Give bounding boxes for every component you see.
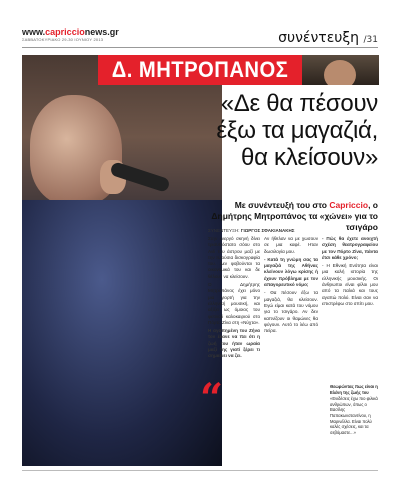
byline: ΣΥΝΕΝΤΕΥΞΗ: ΓΙΩΡΓΟΣ ΣΦΑΚΙΑΝΑΚΗΣ — [208, 228, 295, 233]
page-number: /31 — [363, 35, 378, 45]
dateline: ΣΑΒΒΑΤΟΚΥΡΙΑΚΟ 29-30 ΙΟΥΝΙΟΥ 2013 — [22, 37, 104, 42]
singer-shirt — [22, 200, 222, 466]
pull-quote: Η Πέγκυ Ζήνα μου θυμίζει τα νιάτα μου. Έχει μαγικά και τσαμπουκά που μου αρέσει πάρα πολύ. Χαίρομαι σαν να είναι κόρη μου... — [226, 384, 331, 430]
quote-mark-icon: “ — [200, 375, 224, 422]
side-box — [330, 384, 380, 435]
side-box-title: Θεωρώντας πως είναι η Ελένη της ζωής του — [330, 384, 378, 395]
side-box-text: «Ενιδέσεις έχω πιο φιλικά ανθρώπων, όπως ο Βασίλης Παπακωνσταντίνου, η Μαρινέλλα. Είναι πολύ καλές σχέσεις, και τα σεβόμαστε...» — [330, 396, 378, 435]
section-header — [278, 30, 378, 46]
subhead-brand: Capriccio — [329, 200, 369, 210]
brand-name: capriccio — [45, 27, 85, 37]
article-column-3: - Πώς θα έχετε ανοιχτή σχέση θεατρογραφείου με τον Πόρτο Ζίνα, πάντα έτσι κάθε χρόνο; - Η Εθνική Ενότητα είναι μια καλή ιστορία της ελληνικής μουσικής. Οι άνθρωποι είναι φίλοι μου από τα παλιά και τους αγαπώ πολύ. Είναι σαν να επιστρέφω στο σπίτι μου. — [322, 236, 378, 306]
subheadline: Με συνέντευξή του στο Capriccio, ο Δημήτρης Μητροπάνος τα «χώνει» για το τσιγάρο — [211, 200, 378, 232]
site-url[interactable]: www.capriccionews.gr — [22, 27, 119, 37]
headline: «Δε θα πέσουν έξω τα μαγαζιά, θα κλείσουν» — [216, 90, 378, 171]
thumbnail-photo — [302, 55, 379, 85]
header-rule — [22, 47, 378, 48]
name-banner: Δ. ΜΗΤΡΟΠΑΝΟΣ — [98, 55, 302, 85]
section-title: συνέντευξη — [278, 30, 360, 46]
article-column-2: Αν ήθελαν να με χωσουν σε μια καφέ. Ηταν δωσιλογία μου. - Κατά τη γνώμη σας τα μαγαζιά της Αθήνας κλείνουν λόγω κρίσης ή έχουν πρόβλημα με τον απαγορευτικό νόμο; - Θα πέσουν έξω τα μαγαζιά, θα κλείσουν. Εγώ είμαι κατά του νόμου για το τσιγάρο. Αν δεν καπνίζουν οι θαμώνες θα φύγουν. Αυτό το λέω από πείρα. — [264, 236, 318, 334]
article-column-1: Στην ενεργό σκηνή δίνει τρισυπόστατο σόου στο Avli του άστρου μαζί με την πλούσια δισκογραφία του. Δεν φοβούνται τα οικονομικά του και δε θέλουν να κλείσουν. Ο Δημήτρης Μητροπάνος έχει μόνο μια γιορτή για την ελληνική μουσική, και αξίζει ως όμοιος του φετινού καλοκαιριού στο Πόρτο Ζίνα στη «Νύχτα». Η αγαπημένη του Ζήνα τον έκανε να πει ότι η ζωή του ήταν ωραία μαζί της γιατί ξέρει τι σημαίνει να ζει. — [208, 236, 260, 359]
thumbnail-face — [324, 60, 356, 85]
footer-rule — [22, 470, 378, 471]
